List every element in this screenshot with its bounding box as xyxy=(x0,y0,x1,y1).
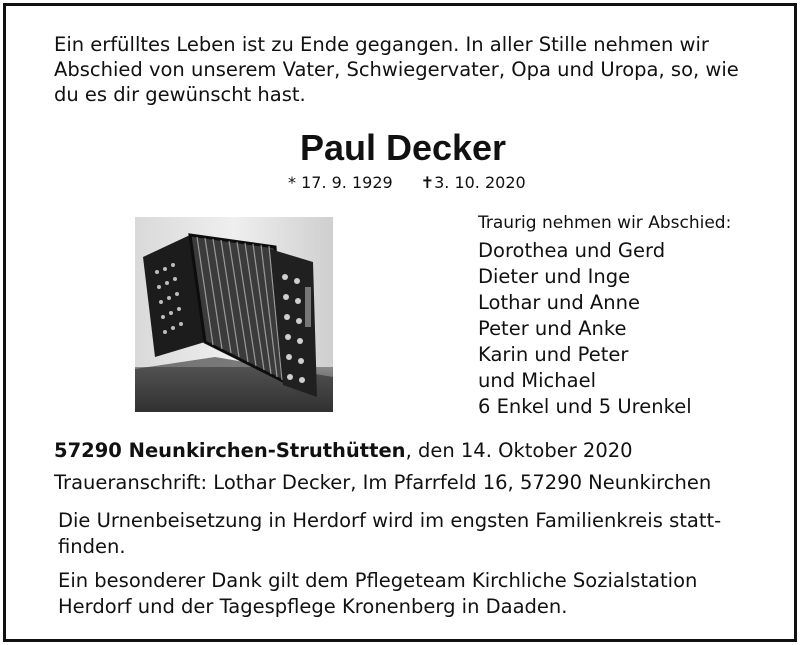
life-dates xyxy=(288,172,526,194)
list-item: 6 Enkel und 5 Urenkel xyxy=(478,395,692,418)
death-date: ✝3. 10. 2020 xyxy=(420,173,526,192)
intro-text xyxy=(54,32,744,107)
urn-line: finden. xyxy=(58,535,126,558)
mourners-list xyxy=(478,238,692,420)
intro-line: du es dir gewünscht hast. xyxy=(54,83,306,106)
accordion-photo xyxy=(135,217,333,412)
deceased-name: Paul Decker xyxy=(299,127,507,168)
list-item: Lothar und Anne xyxy=(478,291,640,314)
thanks-line: Herdorf und der Tagespflege Kronenberg in Daaden. xyxy=(58,595,568,618)
place-date: , den 14. Oktober 2020 xyxy=(405,439,633,462)
birth-date: * 17. 9. 1929 xyxy=(288,173,393,192)
list-item: Peter und Anke xyxy=(478,317,627,340)
mourning-address: Traueranschrift: Lothar Decker, Im Pfarrfeld 16, 57290 Neunkirchen xyxy=(54,471,712,494)
intro-line: Abschied von unserem Vater, Schwiegervater, Opa und Uropa, so, wie xyxy=(54,58,739,81)
place-location: 57290 Neunkirchen-Struthütten xyxy=(54,439,406,462)
list-item: und Michael xyxy=(478,369,596,392)
urn-line: Die Urnenbeisetzung in Herdorf wird im engsten Familienkreis statt- xyxy=(58,509,722,532)
list-item: Dieter und Inge xyxy=(478,265,631,288)
intro-line: Ein erfülltes Leben ist zu Ende gegangen. In aller Stille nehmen wir xyxy=(54,33,709,56)
list-item: Dorothea und Gerd xyxy=(478,239,666,262)
thanks-line: Ein besonderer Dank gilt dem Pflegeteam Kirchliche Sozialstation xyxy=(58,569,698,592)
urn-burial-note xyxy=(58,508,758,560)
list-item: Karin und Peter xyxy=(478,343,629,366)
obituary-frame xyxy=(3,3,797,642)
thanks-note xyxy=(58,568,758,620)
mourners-heading: Traurig nehmen wir Abschied: xyxy=(478,213,732,233)
place-and-date xyxy=(54,438,633,464)
